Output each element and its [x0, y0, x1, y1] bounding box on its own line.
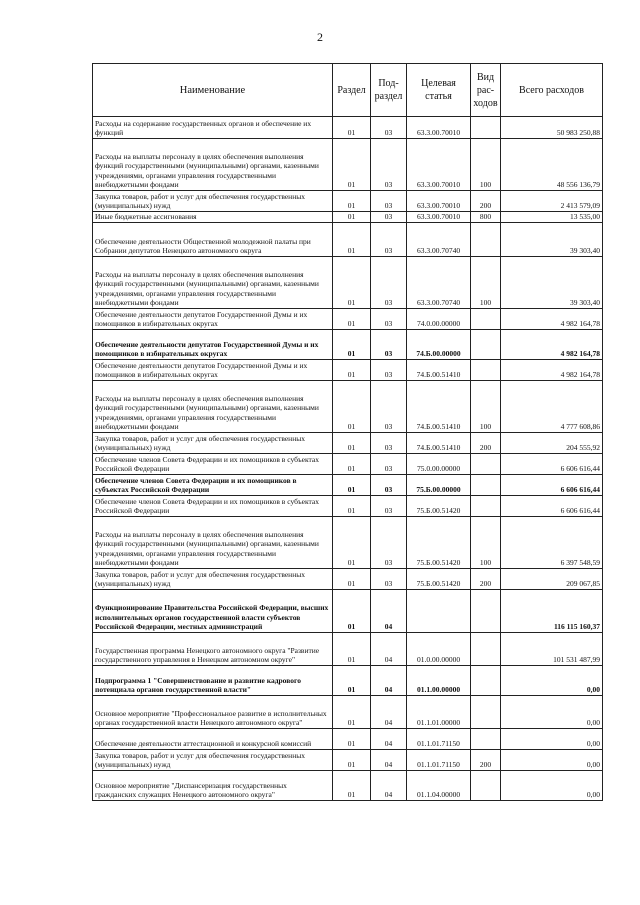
header-target-article: Целевая статья — [407, 64, 471, 117]
row-name: Государственная программа Ненецкого автономного округа "Развитие государственного управления в Ненецком автономном округе" — [93, 633, 333, 666]
header-name: Наименование — [93, 64, 333, 117]
row-subsection: 03 — [371, 117, 407, 139]
row-section: 01 — [333, 454, 371, 475]
row-total: 6 397 548,59 — [501, 517, 603, 569]
row-total: 6 606 616,44 — [501, 475, 603, 496]
row-name: Закупка товаров, работ и услуг для обеспечения государственных (муниципальных) нужд — [93, 750, 333, 771]
row-name: Основное мероприятие "Диспансеризация государственных гражданских служащих Ненецкого автономного округа" — [93, 771, 333, 801]
row-section: 01 — [333, 696, 371, 729]
row-subsection: 04 — [371, 729, 407, 750]
row-section: 01 — [333, 212, 371, 223]
row-section: 01 — [333, 496, 371, 517]
row-name: Расходы на выплаты персоналу в целях обеспечения выполнения функций государственными (муниципальными) органами, казенными учреждениями, органами управления государственными внебюджетными фондами — [93, 139, 333, 191]
row-section: 01 — [333, 117, 371, 139]
row-type — [471, 309, 501, 330]
row-name: Иные бюджетные ассигнования — [93, 212, 333, 223]
row-subsection: 04 — [371, 590, 407, 633]
row-name: Обеспечение деятельности Общественной молодежной палаты при Собрании депутатов Ненецкого автономного округа — [93, 223, 333, 257]
row-subsection: 04 — [371, 771, 407, 801]
row-type — [471, 223, 501, 257]
table-row — [93, 729, 603, 750]
row-target — [407, 590, 471, 633]
table-row — [93, 212, 603, 223]
row-total: 0,00 — [501, 750, 603, 771]
row-name: Обеспечение деятельности депутатов Государственной Думы и их помощников в избирательных округах — [93, 309, 333, 330]
row-total: 39 303,40 — [501, 223, 603, 257]
table-row — [93, 496, 603, 517]
row-target: 63.3.00.70740 — [407, 257, 471, 309]
row-subsection: 04 — [371, 633, 407, 666]
row-section: 01 — [333, 433, 371, 454]
row-total: 0,00 — [501, 666, 603, 696]
table-row — [93, 771, 603, 801]
row-target: 74.Б.00.00000 — [407, 330, 471, 360]
row-subsection: 03 — [371, 139, 407, 191]
row-subsection: 03 — [371, 212, 407, 223]
row-target: 75.Б.00.51420 — [407, 569, 471, 590]
row-subsection: 03 — [371, 223, 407, 257]
row-target: 63.3.00.70010 — [407, 212, 471, 223]
table-row — [93, 517, 603, 569]
table-row — [93, 117, 603, 139]
row-target: 75.Б.00.00000 — [407, 475, 471, 496]
table-row — [93, 257, 603, 309]
row-subsection: 04 — [371, 666, 407, 696]
row-target: 01.1.01.00000 — [407, 696, 471, 729]
table-row — [93, 360, 603, 381]
row-target: 01.0.00.00000 — [407, 633, 471, 666]
row-total: 2 413 579,09 — [501, 191, 603, 212]
table-row — [93, 433, 603, 454]
table-row — [93, 475, 603, 496]
row-section: 01 — [333, 750, 371, 771]
row-total: 0,00 — [501, 696, 603, 729]
row-type — [471, 475, 501, 496]
row-name: Подпрограмма 1 "Совершенствование и развитие кадрового потенциала органов государственной власти" — [93, 666, 333, 696]
row-section: 01 — [333, 666, 371, 696]
header-subsection: Под-раздел — [371, 64, 407, 117]
row-type: 800 — [471, 212, 501, 223]
row-target: 74.Б.00.51410 — [407, 360, 471, 381]
row-total: 48 556 136,79 — [501, 139, 603, 191]
row-subsection: 03 — [371, 569, 407, 590]
row-total: 4 982 164,78 — [501, 330, 603, 360]
row-section: 01 — [333, 475, 371, 496]
row-type — [471, 360, 501, 381]
row-subsection: 03 — [371, 475, 407, 496]
table-row — [93, 633, 603, 666]
row-section: 01 — [333, 191, 371, 212]
row-type — [471, 771, 501, 801]
row-target: 74.0.00.00000 — [407, 309, 471, 330]
row-target: 63.3.00.70010 — [407, 117, 471, 139]
row-type — [471, 696, 501, 729]
row-total: 0,00 — [501, 771, 603, 801]
row-type: 200 — [471, 191, 501, 212]
row-name: Закупка товаров, работ и услуг для обеспечения государственных (муниципальных) нужд — [93, 569, 333, 590]
row-name: Обеспечение членов Совета Федерации и их помощников в субъектах Российской Федерации — [93, 475, 333, 496]
row-target: 74.Б.00.51410 — [407, 433, 471, 454]
row-subsection: 03 — [371, 454, 407, 475]
row-total: 204 555,92 — [501, 433, 603, 454]
row-type — [471, 330, 501, 360]
row-subsection: 03 — [371, 309, 407, 330]
row-name: Функционирование Правительства Российской Федерации, высших исполнительных органов государственной власти субъектов Российской Федерации, местных администраций — [93, 590, 333, 633]
row-subsection: 03 — [371, 433, 407, 454]
table-row — [93, 569, 603, 590]
row-section: 01 — [333, 223, 371, 257]
row-target: 75.Б.00.51420 — [407, 496, 471, 517]
table-row — [93, 590, 603, 633]
table-row — [93, 696, 603, 729]
row-total: 4 982 164,78 — [501, 360, 603, 381]
row-type — [471, 590, 501, 633]
row-subsection: 03 — [371, 496, 407, 517]
row-total: 6 606 616,44 — [501, 496, 603, 517]
row-section: 01 — [333, 633, 371, 666]
row-target: 01.1.04.00000 — [407, 771, 471, 801]
row-target: 01.1.01.71150 — [407, 750, 471, 771]
row-type: 200 — [471, 433, 501, 454]
row-total: 6 606 616,44 — [501, 454, 603, 475]
row-total: 116 115 160,37 — [501, 590, 603, 633]
row-type — [471, 454, 501, 475]
row-subsection: 03 — [371, 191, 407, 212]
table-row — [93, 191, 603, 212]
row-name: Основное мероприятие "Профессиональное развитие в исполнительных органах государственной власти Ненецкого автономного округа" — [93, 696, 333, 729]
row-target: 63.3.00.70740 — [407, 223, 471, 257]
row-subsection: 04 — [371, 750, 407, 771]
row-total: 209 067,85 — [501, 569, 603, 590]
row-type — [471, 633, 501, 666]
row-type — [471, 729, 501, 750]
row-section: 01 — [333, 517, 371, 569]
row-section: 01 — [333, 771, 371, 801]
row-type: 200 — [471, 569, 501, 590]
row-subsection: 04 — [371, 696, 407, 729]
table-row — [93, 750, 603, 771]
row-target: 75.Б.00.51420 — [407, 517, 471, 569]
row-total: 13 535,00 — [501, 212, 603, 223]
row-section: 01 — [333, 590, 371, 633]
row-subsection: 03 — [371, 330, 407, 360]
header-total: Всего расходов — [501, 64, 603, 117]
row-section: 01 — [333, 360, 371, 381]
row-target: 01.1.01.71150 — [407, 729, 471, 750]
row-section: 01 — [333, 729, 371, 750]
row-name: Закупка товаров, работ и услуг для обеспечения государственных (муниципальных) нужд — [93, 433, 333, 454]
table-row — [93, 666, 603, 696]
row-section: 01 — [333, 569, 371, 590]
table-row — [93, 454, 603, 475]
row-type: 200 — [471, 750, 501, 771]
row-target: 74.Б.00.51410 — [407, 381, 471, 433]
row-total: 4 982 164,78 — [501, 309, 603, 330]
row-total: 101 531 487,99 — [501, 633, 603, 666]
row-subsection: 03 — [371, 381, 407, 433]
row-section: 01 — [333, 330, 371, 360]
row-name: Обеспечение членов Совета Федерации и их помощников в субъектах Российской Федерации — [93, 454, 333, 475]
row-name: Расходы на выплаты персоналу в целях обеспечения выполнения функций государственными (муниципальными) органами, казенными учреждениями, органами управления государственными внебюджетными фондами — [93, 517, 333, 569]
row-section: 01 — [333, 139, 371, 191]
table-row — [93, 223, 603, 257]
row-total: 39 303,40 — [501, 257, 603, 309]
row-name: Расходы на содержание государственных органов и обеспечение их функций — [93, 117, 333, 139]
row-type — [471, 666, 501, 696]
table-row — [93, 381, 603, 433]
row-type — [471, 496, 501, 517]
row-subsection: 03 — [371, 517, 407, 569]
row-subsection: 03 — [371, 360, 407, 381]
row-section: 01 — [333, 381, 371, 433]
header-expense-type: Вид рас-ходов — [471, 64, 501, 117]
row-target: 75.0.00.00000 — [407, 454, 471, 475]
row-name: Расходы на выплаты персоналу в целях обеспечения выполнения функций государственными (муниципальными) органами, казенными учреждениями, органами управления государственными внебюджетными фондами — [93, 381, 333, 433]
row-target: 63.3.00.70010 — [407, 139, 471, 191]
row-total: 4 777 608,86 — [501, 381, 603, 433]
row-type: 100 — [471, 381, 501, 433]
row-total: 50 983 250,88 — [501, 117, 603, 139]
page-number: 2 — [317, 30, 323, 44]
budget-table — [92, 63, 603, 801]
row-total: 0,00 — [501, 729, 603, 750]
row-name: Обеспечение деятельности депутатов Государственной Думы и их помощников в избирательных округах — [93, 330, 333, 360]
row-name: Закупка товаров, работ и услуг для обеспечения государственных (муниципальных) нужд — [93, 191, 333, 212]
row-section: 01 — [333, 309, 371, 330]
row-section: 01 — [333, 257, 371, 309]
header-section: Раздел — [333, 64, 371, 117]
table-row — [93, 309, 603, 330]
table-header-row — [93, 64, 603, 117]
row-target: 01.1.00.00000 — [407, 666, 471, 696]
row-type — [471, 117, 501, 139]
row-type: 100 — [471, 257, 501, 309]
row-name: Расходы на выплаты персоналу в целях обеспечения выполнения функций государственными (муниципальными) органами, казенными учреждениями, органами управления государственными внебюджетными фондами — [93, 257, 333, 309]
row-subsection: 03 — [371, 257, 407, 309]
row-type: 100 — [471, 517, 501, 569]
table-row — [93, 330, 603, 360]
row-name: Обеспечение деятельности депутатов Государственной Думы и их помощников в избирательных округах — [93, 360, 333, 381]
row-target: 63.3.00.70010 — [407, 191, 471, 212]
row-type: 100 — [471, 139, 501, 191]
row-name: Обеспечение членов Совета Федерации и их помощников в субъектах Российской Федерации — [93, 496, 333, 517]
row-name: Обеспечение деятельности аттестационной и конкурсной комиссий — [93, 729, 333, 750]
table-row — [93, 139, 603, 191]
